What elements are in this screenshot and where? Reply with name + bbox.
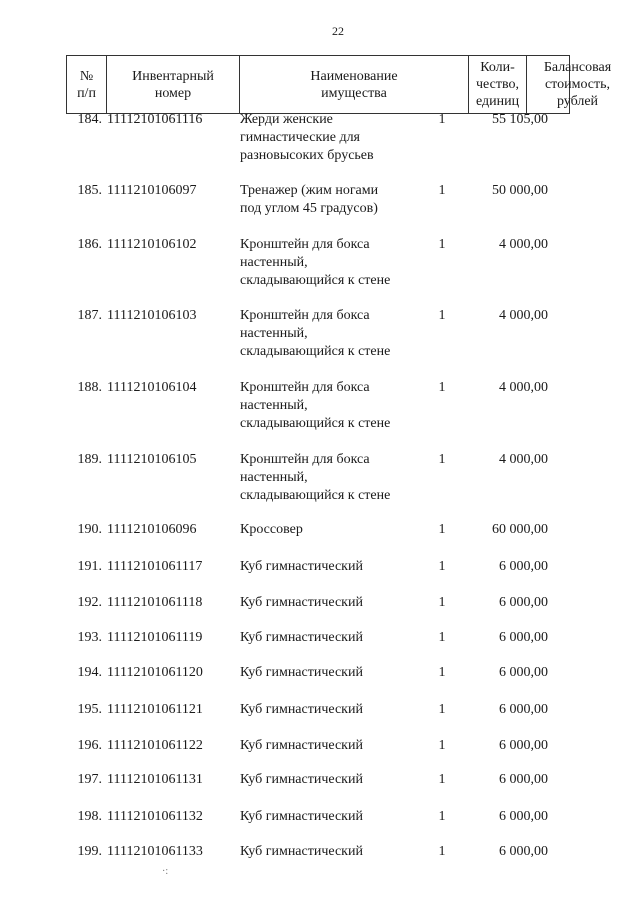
- item-name: Тренажер (жим ногами под углом 45 градусов): [240, 183, 379, 216]
- row-number: 186.: [77, 237, 102, 252]
- inventory-number: 11112101061119: [107, 630, 203, 645]
- row-number: 193.: [77, 630, 102, 645]
- header-name: Наименование имущества: [310, 68, 398, 101]
- balance-value: 4 000,00: [499, 380, 548, 395]
- item-name: Куб гимнастический: [240, 559, 363, 574]
- row-number: 184.: [77, 112, 102, 127]
- balance-value: 6 000,00: [499, 702, 548, 717]
- item-name: Жерди женские гимнастические для разновысоких брусьев: [240, 112, 374, 163]
- inventory-number: 11112101061120: [107, 665, 203, 680]
- balance-value: 6 000,00: [499, 595, 548, 610]
- balance-value: 6 000,00: [499, 630, 548, 645]
- header-qty: Коли- чество, единиц: [475, 60, 520, 109]
- item-name: Кронштейн для бокса настенный, складывающийся к стене: [240, 308, 391, 359]
- balance-value: 55 105,00: [492, 112, 548, 127]
- scan-mark: ·:: [162, 866, 169, 877]
- quantity: 1: [438, 522, 446, 537]
- quantity: 1: [438, 772, 446, 787]
- inventory-number: 11112101061121: [107, 702, 203, 717]
- quantity: 1: [438, 630, 446, 645]
- balance-value: 50 000,00: [492, 183, 548, 198]
- balance-value: 6 000,00: [499, 772, 548, 787]
- row-number: 189.: [77, 452, 102, 467]
- item-name: Кронштейн для бокса настенный, складывающийся к стене: [240, 380, 391, 431]
- table-header: [66, 55, 612, 114]
- item-name: Кронштейн для бокса настенный, складывающийся к стене: [240, 237, 391, 288]
- item-name: Куб гимнастический: [240, 738, 363, 753]
- quantity: 1: [438, 380, 446, 395]
- page-number: 22: [332, 24, 344, 38]
- inventory-number: 11112101061117: [107, 559, 203, 574]
- balance-value: 4 000,00: [499, 237, 548, 252]
- item-name: Куб гимнастический: [240, 665, 363, 680]
- balance-value: 6 000,00: [499, 844, 548, 859]
- inventory-number: 1111210106096: [107, 522, 197, 537]
- row-number: 198.: [77, 809, 102, 824]
- balance-value: 6 000,00: [499, 809, 548, 824]
- quantity: 1: [438, 665, 446, 680]
- quantity: 1: [438, 112, 446, 127]
- row-number: 194.: [77, 665, 102, 680]
- header-inventory: Инвентарный номер: [132, 68, 214, 101]
- row-number: 185.: [77, 183, 102, 198]
- inventory-number: 11112101061133: [107, 844, 203, 859]
- row-number: 199.: [77, 844, 102, 859]
- item-name: Кронштейн для бокса настенный, складывающийся к стене: [240, 452, 391, 503]
- quantity: 1: [438, 595, 446, 610]
- inventory-number: 1111210106105: [107, 452, 197, 467]
- inventory-number: 1111210106102: [107, 237, 197, 252]
- quantity: 1: [438, 308, 446, 323]
- item-name: Куб гимнастический: [240, 595, 363, 610]
- quantity: 1: [438, 559, 446, 574]
- inventory-number: 1111210106097: [107, 183, 197, 198]
- balance-value: 6 000,00: [499, 665, 548, 680]
- row-number: 197.: [77, 772, 102, 787]
- balance-value: 6 000,00: [499, 559, 548, 574]
- quantity: 1: [438, 702, 446, 717]
- balance-value: 4 000,00: [499, 308, 548, 323]
- inventory-number: 11112101061116: [107, 112, 203, 127]
- quantity: 1: [438, 452, 446, 467]
- header-num: № п/п: [77, 68, 96, 101]
- item-name: Куб гимнастический: [240, 702, 363, 717]
- inventory-number: 11112101061131: [107, 772, 203, 787]
- item-name: Куб гимнастический: [240, 630, 363, 645]
- quantity: 1: [438, 738, 446, 753]
- balance-value: 6 000,00: [499, 738, 548, 753]
- quantity: 1: [438, 183, 446, 198]
- row-number: 191.: [77, 559, 102, 574]
- quantity: 1: [438, 844, 446, 859]
- row-number: 187.: [77, 308, 102, 323]
- row-number: 192.: [77, 595, 102, 610]
- row-number: 195.: [77, 702, 102, 717]
- item-name: Кроссовер: [240, 522, 303, 537]
- quantity: 1: [438, 237, 446, 252]
- row-number: 196.: [77, 738, 102, 753]
- balance-value: 60 000,00: [492, 522, 548, 537]
- inventory-number: 11112101061132: [107, 809, 203, 824]
- balance-value: 4 000,00: [499, 452, 548, 467]
- item-name: Куб гимнастический: [240, 772, 363, 787]
- row-number: 188.: [77, 380, 102, 395]
- item-name: Куб гимнастический: [240, 809, 363, 824]
- inventory-number: 1111210106103: [107, 308, 197, 323]
- header-value: Балансовая стоимость, рублей: [543, 60, 612, 109]
- row-number: 190.: [77, 522, 102, 537]
- item-name: Куб гимнастический: [240, 844, 363, 859]
- inventory-number: 1111210106104: [107, 380, 197, 395]
- quantity: 1: [438, 809, 446, 824]
- inventory-number: 11112101061122: [107, 738, 203, 753]
- inventory-number: 11112101061118: [107, 595, 203, 610]
